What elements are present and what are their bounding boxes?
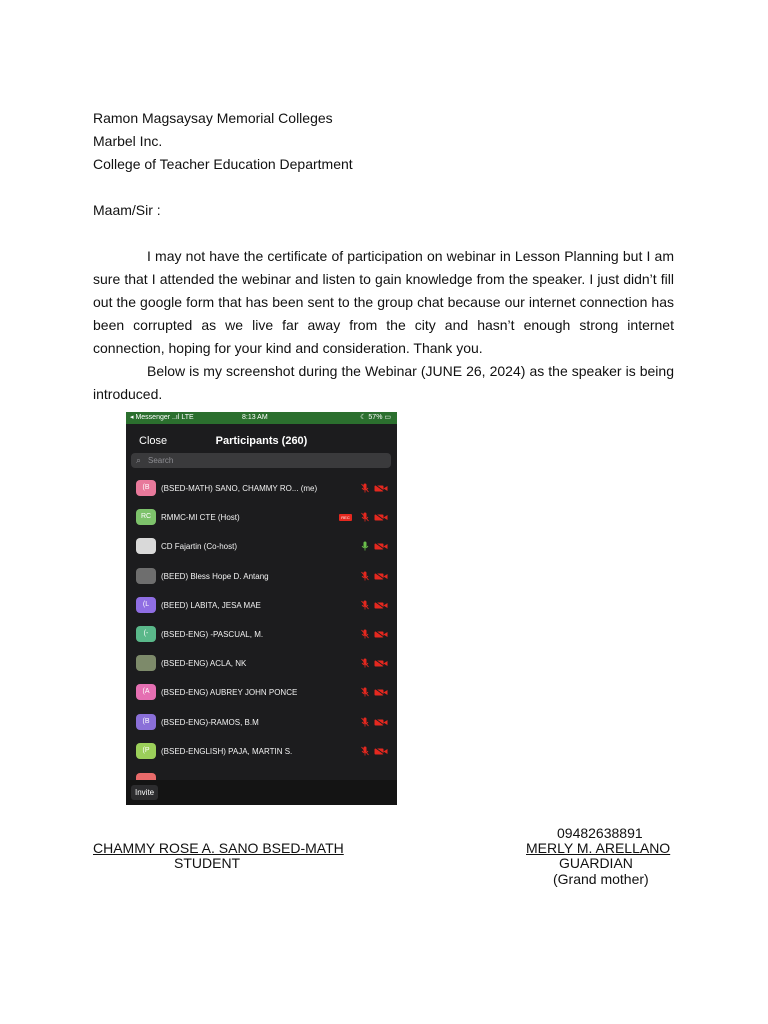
microphone-icon [360,541,370,551]
guardian-relation: (Grand mother) [553,871,649,887]
guardian-phone: 09482638891 [557,825,643,841]
guardian-role: GUARDIAN [559,855,633,871]
avatar: (P [136,743,156,759]
avatar [136,773,156,780]
participant-name: RMMC-MI CTE (Host) [161,513,240,523]
battery-icon: ▭ [384,414,391,421]
participant-name: (BSED-MATH) SANO, CHAMMY RO... (me) [161,484,318,493]
moon-icon: ☾ [360,414,367,421]
avatar: (B [136,480,156,496]
search-input[interactable] [131,453,391,468]
participant-name: (BEED) Bless Hope D. Antang [161,571,269,581]
participant-name: (BSED-ENG)-RAMOS, B.M [161,717,259,727]
guardian-name: MERLY M. ARELLANO [526,840,671,856]
microphone-muted-icon [360,746,370,756]
microphone-muted-icon [360,483,370,493]
microphone-muted-icon [360,629,370,639]
participant-row[interactable] [126,591,397,620]
video-off-icon [374,572,388,581]
student-signature [93,840,344,856]
status-battery [360,412,391,424]
close-button[interactable]: Close [139,435,168,447]
participant-row[interactable] [126,532,397,561]
letter-body-paragraph-2: Below is my screenshot during the Webinar (JUNE 26, 2024) as the speaker is being introduced. [93,363,674,402]
avatar: (L [136,597,156,613]
avatar [136,568,156,584]
salutation: Maam/Sir : [93,202,161,218]
school-subtitle: Marbel Inc. [93,133,163,149]
video-off-icon [374,688,388,697]
participant-row[interactable] [126,737,397,766]
video-off-icon [374,630,388,639]
avatar [136,538,156,554]
participant-name: (BSED-ENG) AUBREY JOHN PONCE [161,688,298,698]
video-off-icon [374,542,388,551]
letter-body-paragraph-1: I may not have the certificate of participation on webinar in Lesson Planning but I am sure that I attended the webinar and listen to gain knowledge from the speaker. I just didn’t fill out the google form that has been sent to the group chat because our internet connection has been corrupted as we live far away from the city and hasn’t enough strong internet connection, hoping for your kind and consideration. Thank you. [93,248,674,356]
participant-row[interactable] [126,474,397,503]
microphone-muted-icon [360,687,370,697]
status-carrier: ◂ Messenger ..ıl LTE [130,414,194,421]
avatar: (A [136,684,156,700]
avatar [136,655,156,671]
guardian-signature [526,840,670,856]
avatar: (- [136,626,156,642]
video-off-icon [374,659,388,668]
video-off-icon [374,747,388,756]
participant-row[interactable] [126,678,397,707]
webinar-screenshot [126,412,397,805]
status-bar [126,412,397,424]
participant-name: (BSED-ENG) ACLA, NK [161,659,247,669]
department-name: College of Teacher Education Department [93,156,353,172]
participants-title: Participants (260) [215,435,308,447]
participant-name: (BSED-ENGLISH) PAJA, MARTIN S. [161,746,293,756]
status-time: 8:13 AM [242,414,268,421]
student-name: CHAMMY ROSE A. SANO BSED-MATH [93,840,344,856]
recording-icon: REC [339,514,352,521]
avatar: RC [136,509,156,525]
participant-row[interactable] [126,649,397,678]
microphone-muted-icon [360,571,370,581]
video-off-icon [374,513,388,522]
search-icon: ⌕ [136,455,142,465]
participant-row[interactable] [126,708,397,737]
participant-row[interactable] [126,562,397,591]
video-off-icon [374,484,388,493]
participant-name: CD Fajartin (Co-host) [161,542,238,552]
participant-name: (BSED-ENG) -PASCUAL, M. [161,630,264,639]
avatar: (B [136,714,156,730]
microphone-muted-icon [360,658,370,668]
list-item-partial [126,769,397,780]
invite-button[interactable]: Invite [131,785,158,800]
participant-row[interactable] [126,620,397,649]
school-name: Ramon Magsaysay Memorial Colleges [93,110,333,126]
video-off-icon [374,718,388,727]
participant-row[interactable] [126,503,397,532]
video-off-icon [374,601,388,610]
microphone-muted-icon [360,512,370,522]
participant-name: (BEED) LABITA, JESA MAE [161,600,261,610]
microphone-muted-icon [360,600,370,610]
battery-percent: 57% [368,414,383,421]
microphone-muted-icon [360,717,370,727]
bottom-bar [126,780,397,805]
search-placeholder: Search [148,456,174,465]
student-role: STUDENT [174,855,241,871]
